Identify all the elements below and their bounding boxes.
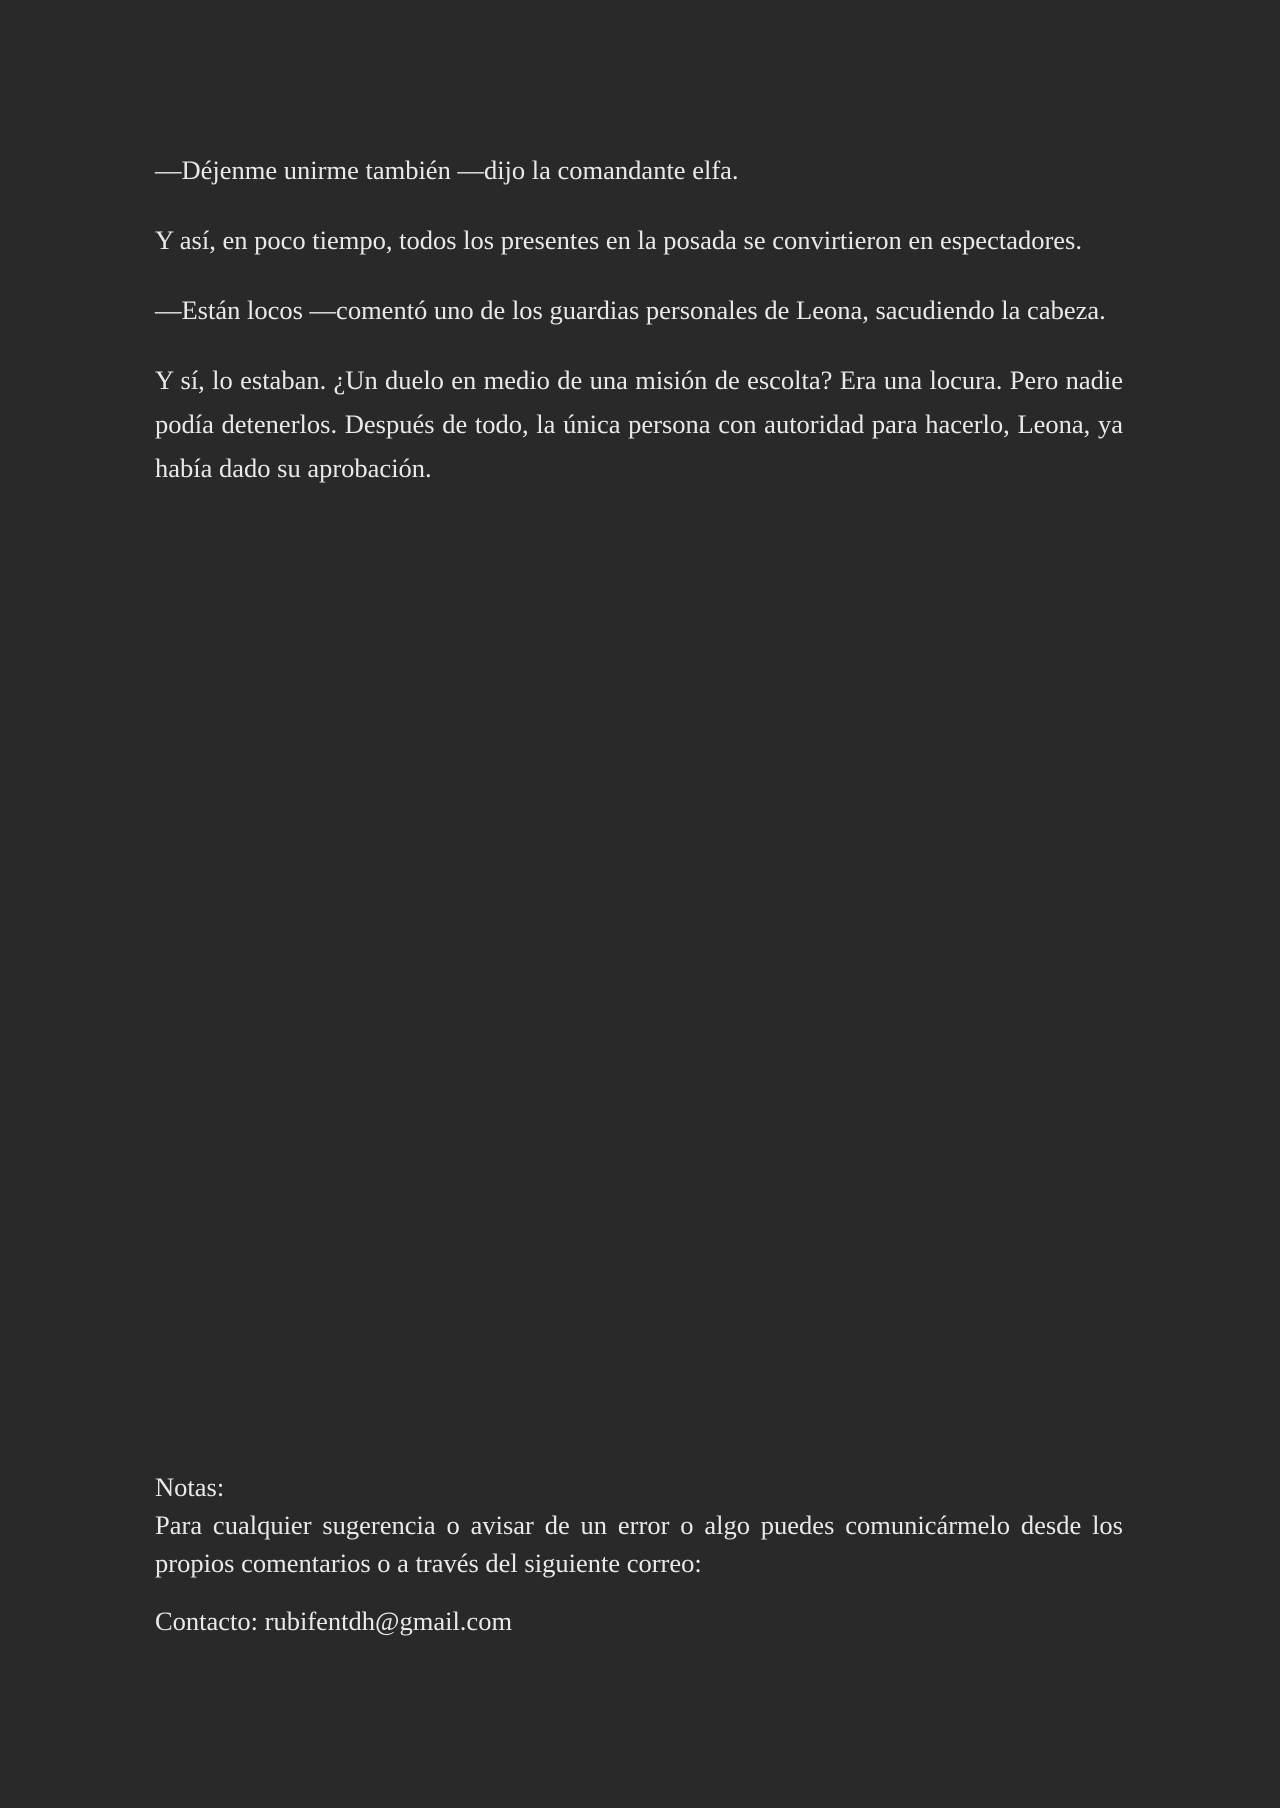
notes-heading: Notas: [155, 1472, 225, 1502]
paragraph-duel-madness: Y sí, lo estaban. ¿Un duelo en medio de una misión de escolta? Era una locura. Pero nadie podía detenerlos. Después de todo, la única persona con autoridad para hacerlo, Leona, ya había dado su aprobación. [155, 365, 1123, 483]
paragraph-dialogue-elf: —Déjenme unirme también —dijo la comandante elfa. [155, 155, 739, 185]
notes-section [155, 1468, 1123, 1640]
notes-text: Para cualquier sugerencia o avisar de un error o algo puedes comunicármelo desde los propios comentarios o a través del siguiente correo: [155, 1510, 1123, 1578]
contact-email: Contacto: rubifentdh@gmail.com [155, 1606, 513, 1636]
paragraph-guard-comment: —Están locos —comentó uno de los guardias personales de Leona, sacudiendo la cabeza. [155, 295, 1106, 325]
story-text [155, 148, 1123, 516]
paragraph-spectators: Y así, en poco tiempo, todos los presentes en la posada se convirtieron en espectadores. [155, 225, 1082, 255]
